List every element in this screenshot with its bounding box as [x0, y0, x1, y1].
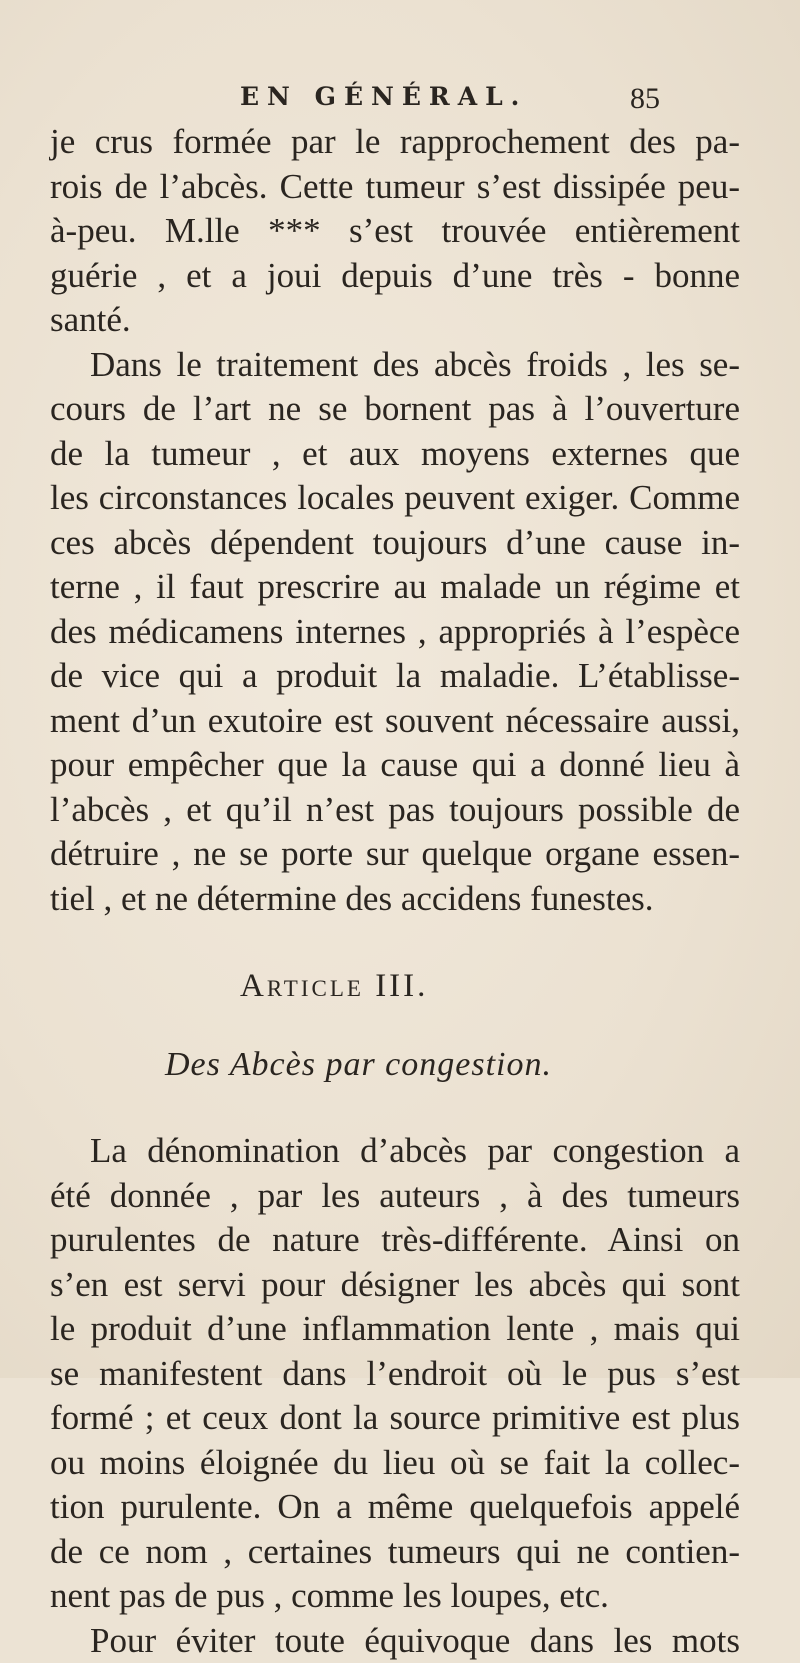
text-line: les circonstances locales peuvent exiger. Comme — [50, 476, 740, 521]
text-line: rois de l’abcès. Cette tumeur s’est dissipée peu- — [50, 165, 740, 210]
paragraph-2 — [50, 343, 740, 922]
text-line: je crus formée par le rapprochement des pa- — [50, 120, 740, 165]
text-line: Pour éviter toute équivoque dans les mots — [50, 1619, 740, 1663]
text-line: nent pas de pus , comme les loupes, etc. — [50, 1574, 740, 1619]
text-line: ou moins éloignée du lieu où se fait la collec- — [50, 1441, 740, 1486]
text-line: pour empêcher que la cause qui a donné lieu à — [50, 743, 740, 788]
text-line: Dans le traitement des abcès froids , les se- — [50, 343, 740, 388]
heading-spacer — [50, 1087, 740, 1129]
text-line: été donnée , par les auteurs , à des tumeurs — [50, 1174, 740, 1219]
page-header — [240, 82, 660, 122]
text-line: le produit d’une inflammation lente , mais qui — [50, 1307, 740, 1352]
text-line: guérie , et a joui depuis d’une très - bonne — [50, 254, 740, 299]
section-subheading: Des Abcès par congestion. — [165, 1043, 740, 1088]
page-number: 85 — [630, 82, 660, 116]
text-line: terne , il faut prescrire au malade un régime et — [50, 565, 740, 610]
paragraph-4 — [50, 1619, 740, 1663]
text-line: tiel , et ne détermine des accidens funestes. — [50, 877, 740, 922]
article-heading: Article III. — [240, 964, 740, 1009]
text-line: de ce nom , certaines tumeurs qui ne contien- — [50, 1530, 740, 1575]
text-line: ment d’un exutoire est souvent nécessaire aussi, — [50, 699, 740, 744]
text-line: se manifestent dans l’endroit où le pus s’est — [50, 1352, 740, 1397]
text-line: de la tumeur , et aux moyens externes que — [50, 432, 740, 477]
text-line: s’en est servi pour désigner les abcès qui sont — [50, 1263, 740, 1308]
text-line: ces abcès dépendent toujours d’une cause in- — [50, 521, 740, 566]
text-line: des médicamens internes , appropriés à l’espèce — [50, 610, 740, 655]
paragraph-1 — [50, 120, 740, 343]
text-line: santé. — [50, 298, 740, 343]
text-line: purulentes de nature très-différente. Ainsi on — [50, 1218, 740, 1263]
page-body — [50, 120, 740, 1663]
running-head: EN GÉNÉRAL. — [240, 82, 527, 111]
paragraph-3 — [50, 1129, 740, 1619]
text-line: tion purulente. On a même quelquefois appelé — [50, 1485, 740, 1530]
text-line: cours de l’art ne se bornent pas à l’ouverture — [50, 387, 740, 432]
text-line: détruire , ne se porte sur quelque organe essen- — [50, 832, 740, 877]
text-line: formé ; et ceux dont la source primitive est plus — [50, 1396, 740, 1441]
text-line: de vice qui a produit la maladie. L’établisse- — [50, 654, 740, 699]
text-line: à-peu. M.lle *** s’est trouvée entièrement — [50, 209, 740, 254]
text-line: l’abcès , et qu’il n’est pas toujours possible de — [50, 788, 740, 833]
text-line: La dénomination d’abcès par congestion a — [50, 1129, 740, 1174]
